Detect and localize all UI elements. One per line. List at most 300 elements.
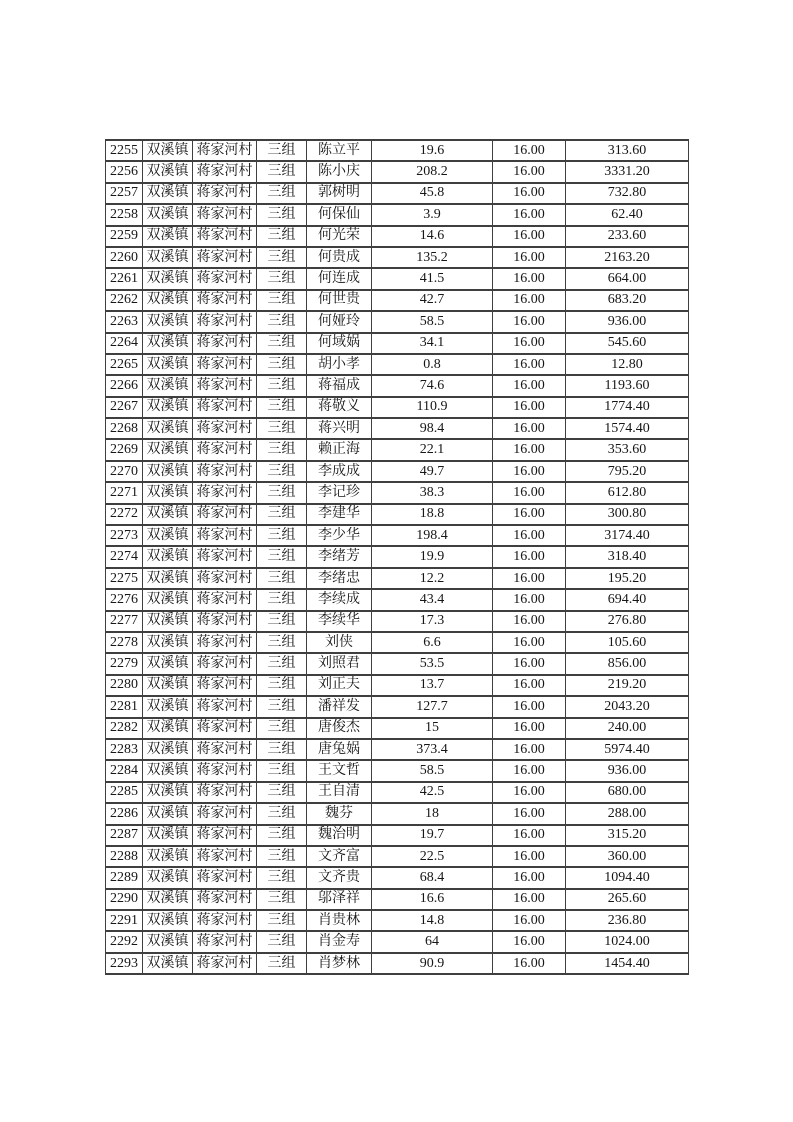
town-cell: 双溪镇 — [143, 161, 193, 182]
serial-cell: 2264 — [106, 333, 143, 354]
town-cell: 双溪镇 — [143, 696, 193, 717]
group-cell: 三组 — [257, 504, 307, 525]
group-cell: 三组 — [257, 354, 307, 375]
amount-cell: 105.60 — [566, 632, 689, 653]
serial-cell: 2293 — [106, 953, 143, 974]
village-cell: 蒋家河村 — [193, 226, 257, 247]
town-cell: 双溪镇 — [143, 760, 193, 781]
town-cell: 双溪镇 — [143, 931, 193, 952]
area-cell: 16.6 — [372, 889, 493, 910]
rate-cell: 16.00 — [493, 504, 566, 525]
village-cell: 蒋家河村 — [193, 354, 257, 375]
rate-cell: 16.00 — [493, 760, 566, 781]
village-cell: 蒋家河村 — [193, 311, 257, 332]
serial-cell: 2276 — [106, 589, 143, 610]
amount-cell: 1774.40 — [566, 397, 689, 418]
village-cell: 蒋家河村 — [193, 247, 257, 268]
name-cell: 何域娲 — [307, 333, 372, 354]
group-cell: 三组 — [257, 782, 307, 803]
rate-cell: 16.00 — [493, 268, 566, 289]
group-cell: 三组 — [257, 760, 307, 781]
amount-cell: 353.60 — [566, 439, 689, 460]
table-row — [106, 867, 689, 888]
rate-cell: 16.00 — [493, 482, 566, 503]
table-row — [106, 161, 689, 182]
table-row — [106, 247, 689, 268]
amount-cell: 1094.40 — [566, 867, 689, 888]
table-row — [106, 589, 689, 610]
amount-cell: 936.00 — [566, 311, 689, 332]
table-row — [106, 782, 689, 803]
table-row — [106, 439, 689, 460]
name-cell: 李记珍 — [307, 482, 372, 503]
group-cell: 三组 — [257, 653, 307, 674]
serial-cell: 2283 — [106, 739, 143, 760]
amount-cell: 1454.40 — [566, 953, 689, 974]
town-cell: 双溪镇 — [143, 504, 193, 525]
group-cell: 三组 — [257, 247, 307, 268]
area-cell: 68.4 — [372, 867, 493, 888]
name-cell: 李续成 — [307, 589, 372, 610]
serial-cell: 2277 — [106, 611, 143, 632]
village-cell: 蒋家河村 — [193, 397, 257, 418]
name-cell: 魏芬 — [307, 803, 372, 824]
rate-cell: 16.00 — [493, 739, 566, 760]
name-cell: 邬泽祥 — [307, 889, 372, 910]
serial-cell: 2282 — [106, 718, 143, 739]
village-cell: 蒋家河村 — [193, 953, 257, 974]
name-cell: 刘照君 — [307, 653, 372, 674]
amount-cell: 612.80 — [566, 482, 689, 503]
village-cell: 蒋家河村 — [193, 867, 257, 888]
rate-cell: 16.00 — [493, 611, 566, 632]
area-cell: 15 — [372, 718, 493, 739]
village-cell: 蒋家河村 — [193, 718, 257, 739]
group-cell: 三组 — [257, 568, 307, 589]
group-cell: 三组 — [257, 161, 307, 182]
name-cell: 李续华 — [307, 611, 372, 632]
town-cell: 双溪镇 — [143, 204, 193, 225]
town-cell: 双溪镇 — [143, 418, 193, 439]
town-cell: 双溪镇 — [143, 803, 193, 824]
area-cell: 208.2 — [372, 161, 493, 182]
serial-cell: 2281 — [106, 696, 143, 717]
amount-cell: 680.00 — [566, 782, 689, 803]
area-cell: 22.5 — [372, 846, 493, 867]
group-cell: 三组 — [257, 589, 307, 610]
group-cell: 三组 — [257, 953, 307, 974]
name-cell: 李少华 — [307, 525, 372, 546]
town-cell: 双溪镇 — [143, 825, 193, 846]
name-cell: 肖贵林 — [307, 910, 372, 931]
amount-cell: 300.80 — [566, 504, 689, 525]
serial-cell: 2262 — [106, 290, 143, 311]
amount-cell: 732.80 — [566, 183, 689, 204]
group-cell: 三组 — [257, 675, 307, 696]
amount-cell: 288.00 — [566, 803, 689, 824]
town-cell: 双溪镇 — [143, 739, 193, 760]
serial-cell: 2257 — [106, 183, 143, 204]
town-cell: 双溪镇 — [143, 375, 193, 396]
table-row — [106, 204, 689, 225]
amount-cell: 5974.40 — [566, 739, 689, 760]
rate-cell: 16.00 — [493, 397, 566, 418]
town-cell: 双溪镇 — [143, 782, 193, 803]
table-row — [106, 632, 689, 653]
table-row — [106, 226, 689, 247]
area-cell: 18 — [372, 803, 493, 824]
name-cell: 潘祥发 — [307, 696, 372, 717]
area-cell: 64 — [372, 931, 493, 952]
village-cell: 蒋家河村 — [193, 482, 257, 503]
area-cell: 38.3 — [372, 482, 493, 503]
village-cell: 蒋家河村 — [193, 333, 257, 354]
name-cell: 陈立平 — [307, 140, 372, 161]
name-cell: 李绪芳 — [307, 546, 372, 567]
serial-cell: 2279 — [106, 653, 143, 674]
amount-cell: 240.00 — [566, 718, 689, 739]
village-cell: 蒋家河村 — [193, 889, 257, 910]
serial-cell: 2291 — [106, 910, 143, 931]
rate-cell: 16.00 — [493, 525, 566, 546]
amount-cell: 318.40 — [566, 546, 689, 567]
village-cell: 蒋家河村 — [193, 739, 257, 760]
town-cell: 双溪镇 — [143, 589, 193, 610]
group-cell: 三组 — [257, 889, 307, 910]
town-cell: 双溪镇 — [143, 183, 193, 204]
table-row — [106, 183, 689, 204]
group-cell: 三组 — [257, 910, 307, 931]
name-cell: 文齐贵 — [307, 867, 372, 888]
serial-cell: 2280 — [106, 675, 143, 696]
group-cell: 三组 — [257, 611, 307, 632]
name-cell: 文齐富 — [307, 846, 372, 867]
village-cell: 蒋家河村 — [193, 504, 257, 525]
village-cell: 蒋家河村 — [193, 461, 257, 482]
name-cell: 陈小庆 — [307, 161, 372, 182]
name-cell: 刘侠 — [307, 632, 372, 653]
town-cell: 双溪镇 — [143, 653, 193, 674]
town-cell: 双溪镇 — [143, 397, 193, 418]
rate-cell: 16.00 — [493, 354, 566, 375]
village-cell: 蒋家河村 — [193, 632, 257, 653]
area-cell: 58.5 — [372, 311, 493, 332]
village-cell: 蒋家河村 — [193, 611, 257, 632]
table-row — [106, 290, 689, 311]
area-cell: 53.5 — [372, 653, 493, 674]
serial-cell: 2268 — [106, 418, 143, 439]
amount-cell: 265.60 — [566, 889, 689, 910]
amount-cell: 3174.40 — [566, 525, 689, 546]
rate-cell: 16.00 — [493, 653, 566, 674]
table-row — [106, 803, 689, 824]
group-cell: 三组 — [257, 718, 307, 739]
group-cell: 三组 — [257, 632, 307, 653]
serial-cell: 2270 — [106, 461, 143, 482]
serial-cell: 2260 — [106, 247, 143, 268]
village-cell: 蒋家河村 — [193, 290, 257, 311]
rate-cell: 16.00 — [493, 632, 566, 653]
amount-cell: 1193.60 — [566, 375, 689, 396]
rate-cell: 16.00 — [493, 889, 566, 910]
name-cell: 肖梦林 — [307, 953, 372, 974]
area-cell: 135.2 — [372, 247, 493, 268]
group-cell: 三组 — [257, 375, 307, 396]
rate-cell: 16.00 — [493, 226, 566, 247]
amount-cell: 795.20 — [566, 461, 689, 482]
village-cell: 蒋家河村 — [193, 782, 257, 803]
village-cell: 蒋家河村 — [193, 696, 257, 717]
amount-cell: 313.60 — [566, 140, 689, 161]
table-row — [106, 696, 689, 717]
town-cell: 双溪镇 — [143, 910, 193, 931]
area-cell: 127.7 — [372, 696, 493, 717]
group-cell: 三组 — [257, 333, 307, 354]
area-cell: 0.8 — [372, 354, 493, 375]
table-row — [106, 846, 689, 867]
serial-cell: 2275 — [106, 568, 143, 589]
table-row — [106, 461, 689, 482]
group-cell: 三组 — [257, 183, 307, 204]
town-cell: 双溪镇 — [143, 846, 193, 867]
name-cell: 何光荣 — [307, 226, 372, 247]
serial-cell: 2284 — [106, 760, 143, 781]
town-cell: 双溪镇 — [143, 226, 193, 247]
serial-cell: 2278 — [106, 632, 143, 653]
serial-cell: 2274 — [106, 546, 143, 567]
table-row — [106, 504, 689, 525]
town-cell: 双溪镇 — [143, 311, 193, 332]
table-row — [106, 311, 689, 332]
serial-cell: 2269 — [106, 439, 143, 460]
group-cell: 三组 — [257, 867, 307, 888]
rate-cell: 16.00 — [493, 589, 566, 610]
serial-cell: 2271 — [106, 482, 143, 503]
amount-cell: 195.20 — [566, 568, 689, 589]
group-cell: 三组 — [257, 846, 307, 867]
village-cell: 蒋家河村 — [193, 675, 257, 696]
serial-cell: 2267 — [106, 397, 143, 418]
area-cell: 49.7 — [372, 461, 493, 482]
name-cell: 王文哲 — [307, 760, 372, 781]
town-cell: 双溪镇 — [143, 632, 193, 653]
group-cell: 三组 — [257, 825, 307, 846]
serial-cell: 2256 — [106, 161, 143, 182]
area-cell: 110.9 — [372, 397, 493, 418]
rate-cell: 16.00 — [493, 439, 566, 460]
rate-cell: 16.00 — [493, 247, 566, 268]
rate-cell: 16.00 — [493, 675, 566, 696]
town-cell: 双溪镇 — [143, 546, 193, 567]
table-row — [106, 910, 689, 931]
table-row — [106, 611, 689, 632]
amount-cell: 219.20 — [566, 675, 689, 696]
rate-cell: 16.00 — [493, 931, 566, 952]
name-cell: 胡小孝 — [307, 354, 372, 375]
amount-cell: 936.00 — [566, 760, 689, 781]
town-cell: 双溪镇 — [143, 611, 193, 632]
table-row — [106, 418, 689, 439]
amount-cell: 3331.20 — [566, 161, 689, 182]
area-cell: 373.4 — [372, 739, 493, 760]
group-cell: 三组 — [257, 482, 307, 503]
town-cell: 双溪镇 — [143, 290, 193, 311]
serial-cell: 2286 — [106, 803, 143, 824]
table-row — [106, 931, 689, 952]
name-cell: 赖正海 — [307, 439, 372, 460]
name-cell: 何连成 — [307, 268, 372, 289]
town-cell: 双溪镇 — [143, 461, 193, 482]
area-cell: 17.3 — [372, 611, 493, 632]
village-cell: 蒋家河村 — [193, 803, 257, 824]
town-cell: 双溪镇 — [143, 247, 193, 268]
rate-cell: 16.00 — [493, 161, 566, 182]
rate-cell: 16.00 — [493, 461, 566, 482]
serial-cell: 2287 — [106, 825, 143, 846]
group-cell: 三组 — [257, 739, 307, 760]
serial-cell: 2285 — [106, 782, 143, 803]
serial-cell: 2263 — [106, 311, 143, 332]
name-cell: 蒋福成 — [307, 375, 372, 396]
name-cell: 蒋敬义 — [307, 397, 372, 418]
village-cell: 蒋家河村 — [193, 375, 257, 396]
rate-cell: 16.00 — [493, 183, 566, 204]
group-cell: 三组 — [257, 803, 307, 824]
table-row — [106, 568, 689, 589]
name-cell: 郭树明 — [307, 183, 372, 204]
town-cell: 双溪镇 — [143, 140, 193, 161]
serial-cell: 2290 — [106, 889, 143, 910]
rate-cell: 16.00 — [493, 204, 566, 225]
name-cell: 肖金寿 — [307, 931, 372, 952]
area-cell: 14.8 — [372, 910, 493, 931]
town-cell: 双溪镇 — [143, 268, 193, 289]
group-cell: 三组 — [257, 140, 307, 161]
area-cell: 58.5 — [372, 760, 493, 781]
table-row — [106, 482, 689, 503]
rate-cell: 16.00 — [493, 140, 566, 161]
amount-cell: 315.20 — [566, 825, 689, 846]
village-cell: 蒋家河村 — [193, 653, 257, 674]
amount-cell: 360.00 — [566, 846, 689, 867]
area-cell: 42.5 — [372, 782, 493, 803]
town-cell: 双溪镇 — [143, 675, 193, 696]
village-cell: 蒋家河村 — [193, 825, 257, 846]
amount-cell: 233.60 — [566, 226, 689, 247]
amount-cell: 62.40 — [566, 204, 689, 225]
rate-cell: 16.00 — [493, 418, 566, 439]
table-row — [106, 525, 689, 546]
amount-cell: 236.80 — [566, 910, 689, 931]
rate-cell: 16.00 — [493, 696, 566, 717]
town-cell: 双溪镇 — [143, 439, 193, 460]
serial-cell: 2289 — [106, 867, 143, 888]
town-cell: 双溪镇 — [143, 354, 193, 375]
rate-cell: 16.00 — [493, 290, 566, 311]
rate-cell: 16.00 — [493, 910, 566, 931]
name-cell: 李绪忠 — [307, 568, 372, 589]
group-cell: 三组 — [257, 418, 307, 439]
village-cell: 蒋家河村 — [193, 846, 257, 867]
village-cell: 蒋家河村 — [193, 910, 257, 931]
table-row — [106, 739, 689, 760]
area-cell: 90.9 — [372, 953, 493, 974]
village-cell: 蒋家河村 — [193, 140, 257, 161]
village-cell: 蒋家河村 — [193, 418, 257, 439]
table-row — [106, 889, 689, 910]
town-cell: 双溪镇 — [143, 482, 193, 503]
name-cell: 何娅玲 — [307, 311, 372, 332]
table-row — [106, 354, 689, 375]
name-cell: 李建华 — [307, 504, 372, 525]
area-cell: 19.9 — [372, 546, 493, 567]
rate-cell: 16.00 — [493, 782, 566, 803]
name-cell: 李成成 — [307, 461, 372, 482]
serial-cell: 2266 — [106, 375, 143, 396]
group-cell: 三组 — [257, 226, 307, 247]
name-cell: 王自清 — [307, 782, 372, 803]
table-row — [106, 546, 689, 567]
rate-cell: 16.00 — [493, 846, 566, 867]
area-cell: 3.9 — [372, 204, 493, 225]
rate-cell: 16.00 — [493, 546, 566, 567]
table-row — [106, 653, 689, 674]
town-cell: 双溪镇 — [143, 953, 193, 974]
town-cell: 双溪镇 — [143, 889, 193, 910]
rate-cell: 16.00 — [493, 825, 566, 846]
town-cell: 双溪镇 — [143, 867, 193, 888]
table-row — [106, 333, 689, 354]
group-cell: 三组 — [257, 311, 307, 332]
area-cell: 41.5 — [372, 268, 493, 289]
table-row — [106, 953, 689, 974]
area-cell: 19.7 — [372, 825, 493, 846]
rate-cell: 16.00 — [493, 803, 566, 824]
village-cell: 蒋家河村 — [193, 268, 257, 289]
village-cell: 蒋家河村 — [193, 439, 257, 460]
rate-cell: 16.00 — [493, 718, 566, 739]
group-cell: 三组 — [257, 439, 307, 460]
amount-cell: 1024.00 — [566, 931, 689, 952]
name-cell: 唐俊杰 — [307, 718, 372, 739]
amount-cell: 1574.40 — [566, 418, 689, 439]
area-cell: 18.8 — [372, 504, 493, 525]
table-row — [106, 397, 689, 418]
area-cell: 42.7 — [372, 290, 493, 311]
name-cell: 刘正夫 — [307, 675, 372, 696]
table-row — [106, 268, 689, 289]
area-cell: 19.6 — [372, 140, 493, 161]
group-cell: 三组 — [257, 525, 307, 546]
area-cell: 13.7 — [372, 675, 493, 696]
area-cell: 14.6 — [372, 226, 493, 247]
village-cell: 蒋家河村 — [193, 589, 257, 610]
serial-cell: 2261 — [106, 268, 143, 289]
amount-cell: 545.60 — [566, 333, 689, 354]
serial-cell: 2292 — [106, 931, 143, 952]
village-cell: 蒋家河村 — [193, 568, 257, 589]
area-cell: 22.1 — [372, 439, 493, 460]
rate-cell: 16.00 — [493, 375, 566, 396]
rate-cell: 16.00 — [493, 311, 566, 332]
area-cell: 34.1 — [372, 333, 493, 354]
group-cell: 三组 — [257, 397, 307, 418]
amount-cell: 276.80 — [566, 611, 689, 632]
name-cell: 何保仙 — [307, 204, 372, 225]
name-cell: 蒋兴明 — [307, 418, 372, 439]
table-row — [106, 375, 689, 396]
name-cell: 何世贵 — [307, 290, 372, 311]
